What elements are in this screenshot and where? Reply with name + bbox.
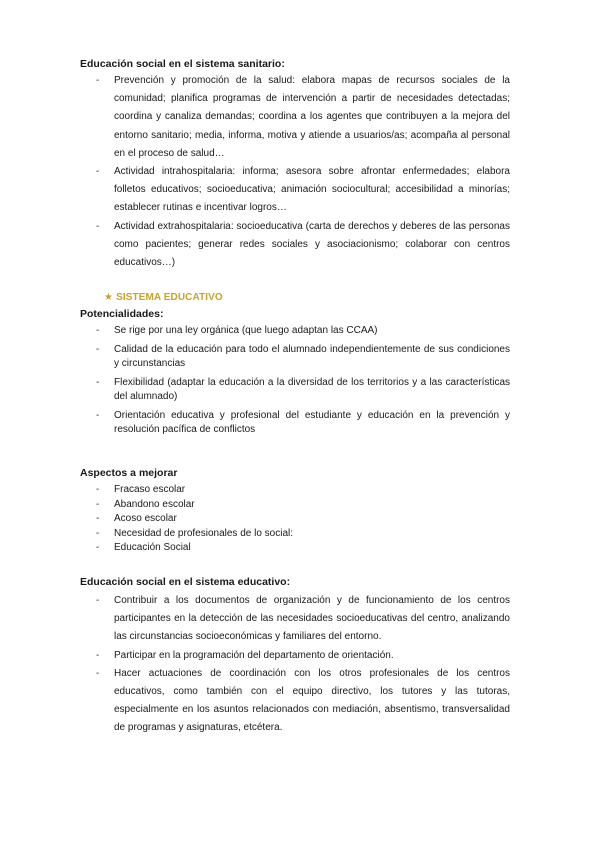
- list-potencialidades: [96, 324, 510, 442]
- list-item: - Actividad extrahospitalaria: socioeducativa (carta de derechos y deberes de las personas como pacientes; generar redes sociales y asociacionismo; colaborar con centros educativos…): [96, 218, 510, 273]
- heading-sistema-educativo: Educación social en el sistema educativo:: [80, 576, 291, 588]
- section-title-sistema-educativo: [104, 292, 223, 303]
- list-item: - Participar en la programación del departamento de orientación.: [96, 647, 510, 665]
- section-title-text: SISTEMA EDUCATIVO: [116, 292, 223, 303]
- list-item: - Calidad de la educación para todo el alumnado independientemente de sus condiciones y circunstancias: [96, 343, 510, 372]
- heading-potencialidades: Potencialidades:: [80, 308, 164, 320]
- list-sistema-sanitario: [96, 72, 510, 272]
- star-icon: ★: [104, 292, 114, 303]
- list-item: - Fracaso escolar: [96, 483, 510, 498]
- list-aspectos-mejorar: [96, 483, 510, 556]
- list-item: - Actividad intrahospitalaria: informa; asesora sobre afrontar enfermedades; elabora folletos educativos; socioeducativa; animación sociocultural; accesibilidad a minorías; establecer rutinas e incentivar logros…: [96, 163, 510, 218]
- list-item: - Acoso escolar: [96, 512, 510, 527]
- list-item: - Abandono escolar: [96, 498, 510, 513]
- list-item: - Se rige por una ley orgánica (que luego adaptan las CCAA): [96, 324, 510, 339]
- list-item: - Necesidad de profesionales de lo social:: [96, 527, 510, 542]
- heading-aspectos-mejorar: Aspectos a mejorar: [80, 467, 178, 479]
- list-item: - Educación Social: [96, 541, 510, 556]
- list-item: - Flexibilidad (adaptar la educación a la diversidad de los territorios y a las características del alumnado): [96, 376, 510, 405]
- list-item: - Prevención y promoción de la salud: elabora mapas de recursos sociales de la comunidad; planifica programas de intervención a partir de necesidades detectadas; coordina y canaliza demandas; coordina a los agentes que contribuyen a la mejora del entorno sanitario; media, informa, motiva y atiende a usuarios/as; acompaña al personal en el proceso de salud…: [96, 72, 510, 163]
- list-item: - Contribuir a los documentos de organización y de funcionamiento de los centros participantes en la detección de las necesidades socioeducativas del centro, analizando las circunstancias socioeconómicas y familiares del entorno.: [96, 592, 510, 647]
- heading-sistema-sanitario: Educación social en el sistema sanitario:: [80, 58, 285, 70]
- list-item: - Orientación educativa y profesional del estudiante y educación en la prevención y resolución pacífica de conflictos: [96, 409, 510, 438]
- list-item: - Hacer actuaciones de coordinación con los otros profesionales de los centros educativos, como también con el equipo directivo, los tutores y las tutoras, especialmente en los asuntos relacionados con mediación, absentismo, transversalidad de programas y asignaturas, etcétera.: [96, 665, 510, 738]
- list-sistema-educativo: [96, 592, 510, 738]
